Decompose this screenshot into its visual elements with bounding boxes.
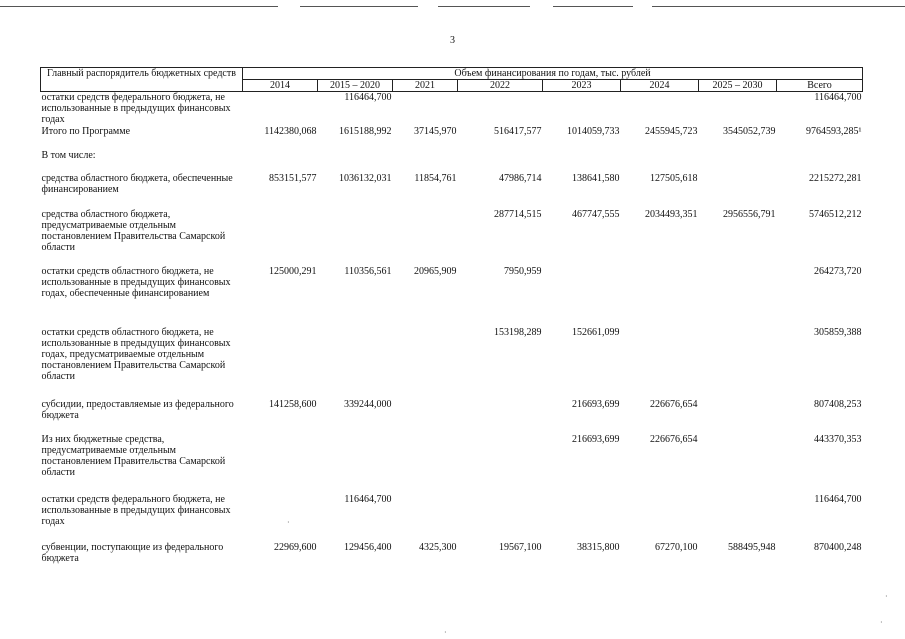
cell-value: [393, 327, 458, 399]
cell-value: 467747,555: [572, 208, 620, 220]
header-year: 2021: [393, 80, 458, 92]
row-label: Из них бюджетные средства, предусматриваемые отдельным постановлением Правительства Самарской области: [41, 433, 226, 478]
cell-value: [621, 494, 699, 542]
cell-value: 152661,099: [572, 326, 620, 338]
page-number: 3: [450, 35, 455, 46]
scan-speck: ·: [287, 518, 290, 527]
cell-value: [543, 150, 621, 173]
row-label: остатки средств областного бюджета, не использованные в предыдущих финансовых годах, предусматриваемые отдельным постановлением Правительства Самарской области: [41, 326, 231, 382]
cell-value: 2455945,723: [645, 125, 698, 137]
cell-value: [699, 327, 777, 399]
cell-value: 19567,100: [499, 541, 542, 553]
cell-value: 116464,700: [344, 92, 392, 103]
cell-value: [543, 494, 621, 542]
header-year: 2023: [543, 80, 621, 92]
cell-value: 129456,400: [344, 541, 392, 553]
cell-value: [243, 209, 318, 266]
cell-value: 127505,618: [650, 172, 698, 184]
row-label: средства областного бюджета, обеспеченные финансированием: [41, 172, 233, 195]
row-label: субвенции, поступающие из федерального бюджета: [41, 541, 224, 564]
cell-value: [243, 434, 318, 494]
cell-value: 20965,909: [414, 265, 457, 277]
row-label: средства областного бюджета, предусматриваемые отдельным постановлением Правительства Самарской области: [41, 208, 226, 253]
table-row: [41, 434, 863, 494]
cell-value: 138641,580: [572, 172, 620, 184]
table-row: [41, 399, 863, 434]
cell-value: [318, 434, 393, 494]
cell-value: [393, 399, 458, 434]
cell-value: [243, 494, 318, 542]
cell-value: 226676,654: [650, 398, 698, 410]
cell-value: 2956556,791: [723, 208, 776, 220]
cell-total: 443370,353: [814, 433, 862, 445]
cell-value: [699, 494, 777, 542]
header-funding-group: Объем финансирования по годам, тыс. рублей: [243, 68, 863, 80]
header-total: Всего: [777, 80, 863, 92]
header-row: [41, 68, 863, 80]
cell-value: [699, 150, 777, 173]
cell-total: 9764593,285¹: [806, 125, 862, 137]
row-label: В том числе:: [41, 149, 96, 161]
cell-value: 7950,959: [504, 265, 542, 277]
cell-value: 216693,699: [572, 433, 620, 445]
cell-total: 116464,700: [814, 493, 862, 505]
row-label: остатки средств областного бюджета, не использованные в предыдущих финансовых годах, обеспеченные финансированием: [41, 265, 231, 299]
cell-total: 807408,253: [814, 398, 862, 410]
cell-value: 110356,561: [344, 265, 392, 277]
table-row: [41, 209, 863, 266]
scan-speck: ·: [444, 628, 447, 637]
cell-value: [699, 434, 777, 494]
cell-value: 516417,577: [494, 125, 542, 137]
table-row: [41, 126, 863, 150]
cell-value: [243, 92, 318, 126]
table-row: [41, 542, 863, 566]
cell-value: 47986,714: [499, 172, 542, 184]
scan-speck: ·: [885, 592, 888, 601]
cell-value: 216693,699: [572, 398, 620, 410]
cell-value: [243, 150, 318, 173]
cell-value: 287714,515: [494, 208, 542, 220]
row-label: остатки средств федерального бюджета, не использованные в предыдущих финансовых годах: [41, 493, 231, 527]
scan-edge-line: [553, 6, 633, 7]
cell-total: 116464,700: [814, 92, 862, 103]
scan-speck: ·: [880, 618, 883, 627]
header-year: 2022: [458, 80, 543, 92]
cell-value: 1036132,031: [339, 172, 392, 184]
cell-value: [318, 327, 393, 399]
table-row: [41, 266, 863, 327]
cell-value: 22969,600: [274, 541, 317, 553]
cell-value: [393, 92, 458, 126]
cell-value: [458, 92, 543, 126]
cell-value: [543, 92, 621, 126]
header-year: 2015 – 2020: [318, 80, 393, 92]
scan-edge-line: [300, 6, 418, 7]
cell-value: 339244,000: [344, 398, 392, 410]
cell-value: [699, 173, 777, 209]
table-row: [41, 92, 863, 126]
cell-value: [318, 209, 393, 266]
cell-value: [243, 327, 318, 399]
cell-value: [699, 399, 777, 434]
cell-value: [699, 266, 777, 327]
cell-value: [318, 150, 393, 173]
cell-value: [458, 494, 543, 542]
header-year: 2014: [243, 80, 318, 92]
table-row: [41, 327, 863, 399]
cell-value: 2034493,351: [645, 208, 698, 220]
cell-value: [393, 150, 458, 173]
header-year: 2025 – 2030: [699, 80, 777, 92]
cell-total: [777, 150, 863, 173]
cell-value: 1615188,992: [339, 125, 392, 137]
cell-value: 125000,291: [269, 265, 317, 277]
header-year: 2024: [621, 80, 699, 92]
cell-value: [393, 209, 458, 266]
cell-value: 3545052,739: [723, 125, 776, 137]
scan-edge-line: [0, 6, 278, 7]
cell-value: 37145,970: [414, 125, 457, 137]
cell-value: [621, 92, 699, 126]
row-label: остатки средств федерального бюджета, не использованные в предыдущих финансовых годах: [41, 92, 231, 125]
table-row: [41, 173, 863, 209]
budget-table: [40, 67, 863, 566]
cell-total: 870400,248: [814, 541, 862, 553]
cell-total: 305859,388: [814, 326, 862, 338]
cell-value: [621, 327, 699, 399]
cell-total: 5746512,212: [809, 208, 862, 220]
cell-value: [393, 494, 458, 542]
table-row: [41, 150, 863, 173]
header-distributor: Главный распорядитель бюджетных средств: [41, 68, 243, 92]
cell-value: 853151,577: [269, 172, 317, 184]
cell-value: [458, 150, 543, 173]
scan-edge-line: [652, 6, 905, 7]
cell-value: [458, 399, 543, 434]
cell-value: 1142380,068: [264, 125, 317, 137]
cell-value: 116464,700: [344, 493, 392, 505]
cell-value: 4325,300: [419, 541, 457, 553]
cell-value: 38315,800: [577, 541, 620, 553]
scan-edge-line: [438, 6, 530, 7]
cell-total: 264273,720: [814, 265, 862, 277]
cell-value: 226676,654: [650, 433, 698, 445]
row-label: Итого по Программе: [41, 125, 131, 137]
cell-value: 141258,600: [269, 398, 317, 410]
cell-value: 1014059,733: [567, 125, 620, 137]
cell-value: 67270,100: [655, 541, 698, 553]
cell-value: 153198,289: [494, 326, 542, 338]
cell-value: [393, 434, 458, 494]
cell-value: [699, 92, 777, 126]
cell-value: [621, 150, 699, 173]
cell-value: [621, 266, 699, 327]
cell-total: 2215272,281: [809, 172, 862, 184]
cell-value: 588495,948: [728, 541, 776, 553]
table-row: [41, 494, 863, 542]
row-label: субсидии, предоставляемые из федерального бюджета: [41, 398, 234, 421]
cell-value: [458, 434, 543, 494]
cell-value: 11854,761: [414, 172, 457, 184]
cell-value: [543, 266, 621, 327]
